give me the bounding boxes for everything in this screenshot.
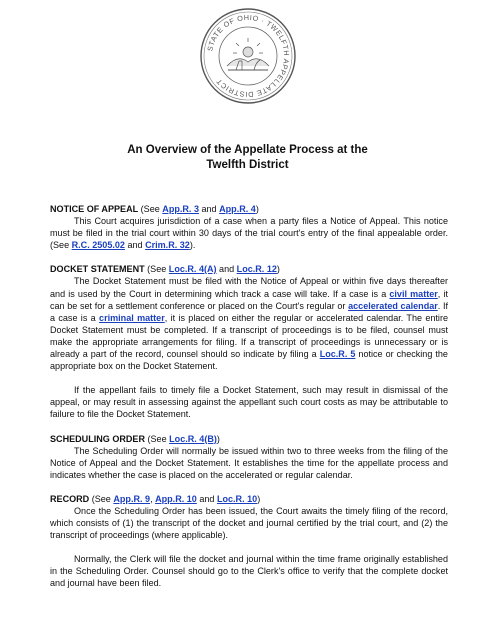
and-text: and (216, 264, 237, 275)
court-seal (198, 6, 298, 106)
close-paren: ) (216, 433, 220, 444)
notice-text-end: ). (189, 240, 196, 251)
docket-text-p2: If the appellant fails to timely file a Docket Statement, such may result in dismissal of the appeal, or may result in assessing against the appellant such court costs as may be attributable to failure to file the Docket Statement. (50, 385, 448, 420)
criminal-matter-link[interactable]: criminal matter (99, 312, 165, 323)
record-text-p2: Normally, the Clerk will file the docket and journal within the time frame originally established in the Scheduling Order. Counsel should go to the Clerk's office to verify that the complete docket and journal have been filed. (50, 554, 448, 589)
loc-r-12-link[interactable]: Loc.R. 12 (236, 264, 277, 275)
civil-matter-link[interactable]: civil matter (389, 288, 438, 299)
close-paren: ) (276, 264, 280, 275)
seal-icon (198, 6, 298, 106)
close-paren: ) (257, 493, 261, 504)
see-text: (See (138, 204, 163, 214)
and-text: and (196, 493, 217, 504)
notice-paragraph (50, 215, 448, 251)
scheduling-text: The Scheduling Order will normally be issued within two to three weeks from the filing of the Notice of Appeal and the Docket Statement. It establishes the time for the appellate process and indicates whether the case is placed on the accelerated or regular calendar. (50, 445, 448, 480)
scheduling-heading: SCHEDULING ORDER (50, 433, 145, 444)
close-paren: ) (255, 204, 259, 214)
document-body (50, 203, 448, 590)
docket-text-b: , it can be set for a settlement conference or placed on the Court's regular or (50, 288, 448, 311)
see-text: (See (89, 493, 114, 504)
see-text: (See (145, 433, 170, 444)
document-title-line-1: An Overview of the Appellate Process at the (127, 144, 368, 156)
scheduling-heading-line (50, 433, 448, 445)
docket-heading: DOCKET STATEMENT (50, 264, 145, 275)
loc-r-10-link[interactable]: Loc.R. 10 (216, 493, 258, 504)
accelerated-calendar-link[interactable]: accelerated calendar (348, 300, 438, 311)
record-heading: RECORD (50, 493, 90, 504)
loc-r-5-link[interactable]: Loc.R. 5 (319, 349, 356, 360)
record-paragraph-1 (50, 505, 448, 541)
docket-text-c: . If a case is a (50, 300, 448, 323)
app-r-9-link[interactable]: App.R. 9 (113, 493, 151, 504)
notice-text-a: This Court acquires jurisdiction of a case when a party files a Notice of Appeal. This notice must be filed in the trial court within 30 days of the trial court's entry of the final appealable order. (See (50, 216, 448, 251)
record-paragraph-2 (50, 553, 448, 589)
docket-heading-line (50, 263, 448, 275)
see-text: (See (144, 264, 169, 275)
and-text: and (124, 240, 146, 251)
docket-text-a: The Docket Statement must be filed with the Notice of Appeal or within five days thereafter and is used by the Court in determining which track a case will take. If a case is a (50, 276, 448, 299)
and-text: and (198, 204, 220, 214)
record-text-p1: Once the Scheduling Order has been issued, the Court awaits the timely filing of the record, which consists of (1) the transcript of the docket and journal certified by the trial court, and (2) the transcript of proceedings (where applicable). (50, 505, 448, 541)
document-title-line-2: Twelfth District (206, 159, 289, 171)
app-r-3-link[interactable]: App.R. 3 (162, 204, 199, 214)
crim-r-32-link[interactable]: Crim.R. 32 (145, 240, 190, 251)
notice-heading: NOTICE OF APPEAL (50, 204, 139, 214)
app-r-10-link[interactable]: App.R. 10 (155, 493, 197, 504)
loc-r-4a-link[interactable]: Loc.R. 4(A) (168, 264, 217, 275)
app-r-4-link[interactable]: App.R. 4 (219, 204, 256, 214)
comma-text: , (150, 493, 156, 504)
docket-paragraph-1 (50, 275, 448, 372)
seal-ring-text: STATE OF OHIO · TWELFTH APPELLATE DISTRICT (205, 12, 292, 100)
loc-r-4b-link[interactable]: Loc.R. 4(B) (169, 433, 217, 444)
docket-paragraph-2 (50, 384, 448, 420)
record-heading-line (50, 493, 448, 505)
docket-text-e: notice or checking the appropriate box on the Docket Statement. (50, 349, 448, 372)
notice-heading-line (50, 203, 448, 215)
docket-text-d: , it is placed on either the regular or accelerated calendar. The entire Docket Statement must be completed. If a transcript of proceedings is to be filed, counsel must make the appropriate arrangements for filing. If a transcript of proceedings is unnecessary or is already a part of the record, counsel should so indicate by filing a (50, 312, 448, 360)
scheduling-paragraph (50, 445, 448, 481)
rc-2505-02-link[interactable]: R.C. 2505.02 (71, 240, 125, 251)
